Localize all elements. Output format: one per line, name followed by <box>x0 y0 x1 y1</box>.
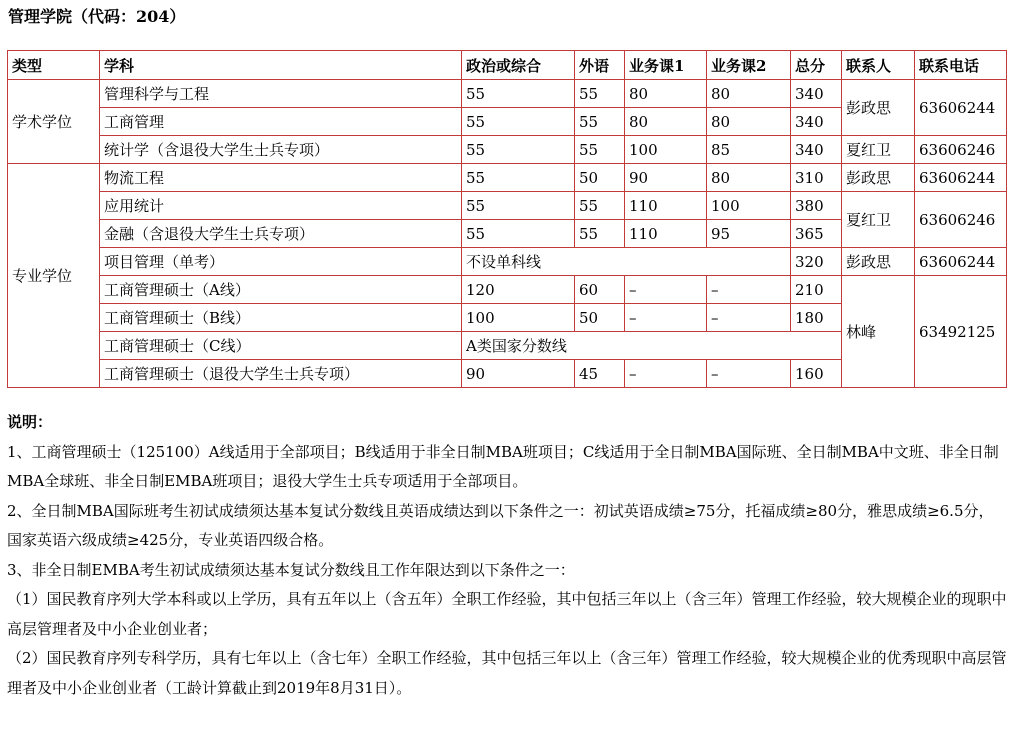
course2-cell: 80 <box>707 164 791 192</box>
language-cell: 55 <box>575 136 625 164</box>
course1-cell: – <box>625 360 707 388</box>
header-cell: 联系电话 <box>915 51 1007 80</box>
contact-name-cell: 夏红卫 <box>842 136 915 164</box>
contact-name-cell: 夏红卫 <box>842 192 915 248</box>
politics-cell: 55 <box>462 136 575 164</box>
subject-cell: 工商管理 <box>100 108 462 136</box>
contact-phone-cell: 63606244 <box>915 80 1007 136</box>
contact-phone-cell: 63492125 <box>915 276 1007 388</box>
course2-cell: 95 <box>707 220 791 248</box>
politics-cell: 90 <box>462 360 575 388</box>
notes-section <box>7 408 1007 703</box>
total-cell: 340 <box>791 80 842 108</box>
table-header-row <box>8 51 1007 80</box>
politics-cell: 55 <box>462 80 575 108</box>
total-cell: 180 <box>791 304 842 332</box>
header-cell: 业务课1 <box>625 51 707 80</box>
header-cell: 外语 <box>575 51 625 80</box>
course2-cell: 85 <box>707 136 791 164</box>
header-cell: 总分 <box>791 51 842 80</box>
header-cell: 业务课2 <box>707 51 791 80</box>
total-cell: 310 <box>791 164 842 192</box>
note-item: 2、全日制MBA国际班考生初试成绩须达基本复试分数线且英语成绩达到以下条件之一：初试英语成绩≥75分，托福成绩≥80分，雅思成绩≥6.5分，国家英语六级成绩≥425分，专业英语四级合格。 <box>7 501 994 549</box>
table-row <box>8 164 1007 192</box>
politics-cell: 120 <box>462 276 575 304</box>
language-cell: 50 <box>575 164 625 192</box>
politics-cell: 55 <box>462 192 575 220</box>
header-cell: 学科 <box>100 51 462 80</box>
subject-cell: 应用统计 <box>100 192 462 220</box>
table-row <box>8 248 1007 276</box>
total-cell: 365 <box>791 220 842 248</box>
course2-cell: – <box>707 276 791 304</box>
course1-cell: 90 <box>625 164 707 192</box>
subject-cell: 项目管理（单考） <box>100 248 462 276</box>
course1-cell: 110 <box>625 192 707 220</box>
course1-cell: 100 <box>625 136 707 164</box>
course1-cell: 80 <box>625 108 707 136</box>
politics-cell: 55 <box>462 164 575 192</box>
contact-phone-cell: 63606246 <box>915 192 1007 248</box>
table-row <box>8 80 1007 108</box>
contact-phone-cell: 63606246 <box>915 136 1007 164</box>
contact-phone-cell: 63606244 <box>915 164 1007 192</box>
note-item: 3、非全日制EMBA考生初试成绩须达基本复试分数线且工作年限达到以下条件之一： <box>7 560 575 579</box>
language-cell: 55 <box>575 192 625 220</box>
course2-cell: – <box>707 360 791 388</box>
notes-heading: 说明： <box>7 413 53 431</box>
table-row <box>8 192 1007 220</box>
note-item: （2）国民教育序列专科学历，具有七年以上（含七年）全职工作经验，其中包括三年以上（含三年）管理工作经验，较大规模企业的优秀现职中高层管理者及中小企业创业者（工龄计算截止到2019年8月31日）。 <box>7 649 1007 697</box>
header-cell: 类型 <box>8 51 100 80</box>
course2-cell: 80 <box>707 80 791 108</box>
course1-cell: – <box>625 304 707 332</box>
politics-cell: 100 <box>462 304 575 332</box>
note-item: （1）国民教育序列大学本科或以上学历，具有五年以上（含五年）全职工作经验，其中包括三年以上（含三年）管理工作经验，较大规模企业的现职中高层管理者及中小企业创业者； <box>7 590 1007 638</box>
contact-name-cell: 林峰 <box>842 276 915 388</box>
course1-cell: 110 <box>625 220 707 248</box>
page-title: 管理学院（代码：204） <box>8 7 186 26</box>
no-single-subject-line-cell: 不设单科线 <box>462 248 791 276</box>
language-cell: 55 <box>575 108 625 136</box>
contact-name-cell: 彭政思 <box>842 164 915 192</box>
language-cell: 55 <box>575 220 625 248</box>
total-cell: 320 <box>791 248 842 276</box>
subject-cell: 工商管理硕士（退役大学生士兵专项） <box>100 360 462 388</box>
total-cell: 380 <box>791 192 842 220</box>
course1-cell: 80 <box>625 80 707 108</box>
subject-cell: 管理科学与工程 <box>100 80 462 108</box>
table-row <box>8 276 1007 304</box>
subject-cell: 工商管理硕士（B线） <box>100 304 462 332</box>
politics-cell: 55 <box>462 108 575 136</box>
politics-cell: 55 <box>462 220 575 248</box>
table-row <box>8 136 1007 164</box>
degree-type-cell: 学术学位 <box>8 80 100 164</box>
subject-cell: 工商管理硕士（A线） <box>100 276 462 304</box>
national-line-cell: A类国家分数线 <box>462 332 842 360</box>
total-cell: 160 <box>791 360 842 388</box>
subject-cell: 工商管理硕士（C线） <box>100 332 462 360</box>
total-cell: 340 <box>791 108 842 136</box>
note-item: 1、工商管理硕士（125100）A线适用于全部项目；B线适用于非全日制MBA班项目；C线适用于全日制MBA国际班、全日制MBA中文班、非全日制MBA全球班、非全日制EMBA班项目；退役大学生士兵专项适用于全部项目。 <box>7 442 999 490</box>
course1-cell: – <box>625 276 707 304</box>
subject-cell: 金融（含退役大学生士兵专项） <box>100 220 462 248</box>
course2-cell: 80 <box>707 108 791 136</box>
total-cell: 210 <box>791 276 842 304</box>
contact-name-cell: 彭政思 <box>842 248 915 276</box>
language-cell: 50 <box>575 304 625 332</box>
subject-cell: 物流工程 <box>100 164 462 192</box>
header-cell: 联系人 <box>842 51 915 80</box>
language-cell: 45 <box>575 360 625 388</box>
header-cell: 政治或综合 <box>462 51 575 80</box>
language-cell: 60 <box>575 276 625 304</box>
course2-cell: – <box>707 304 791 332</box>
contact-phone-cell: 63606244 <box>915 248 1007 276</box>
total-cell: 340 <box>791 136 842 164</box>
language-cell: 55 <box>575 80 625 108</box>
score-table <box>7 50 1007 388</box>
course2-cell: 100 <box>707 192 791 220</box>
contact-name-cell: 彭政思 <box>842 80 915 136</box>
degree-type-cell: 专业学位 <box>8 164 100 388</box>
subject-cell: 统计学（含退役大学生士兵专项） <box>100 136 462 164</box>
